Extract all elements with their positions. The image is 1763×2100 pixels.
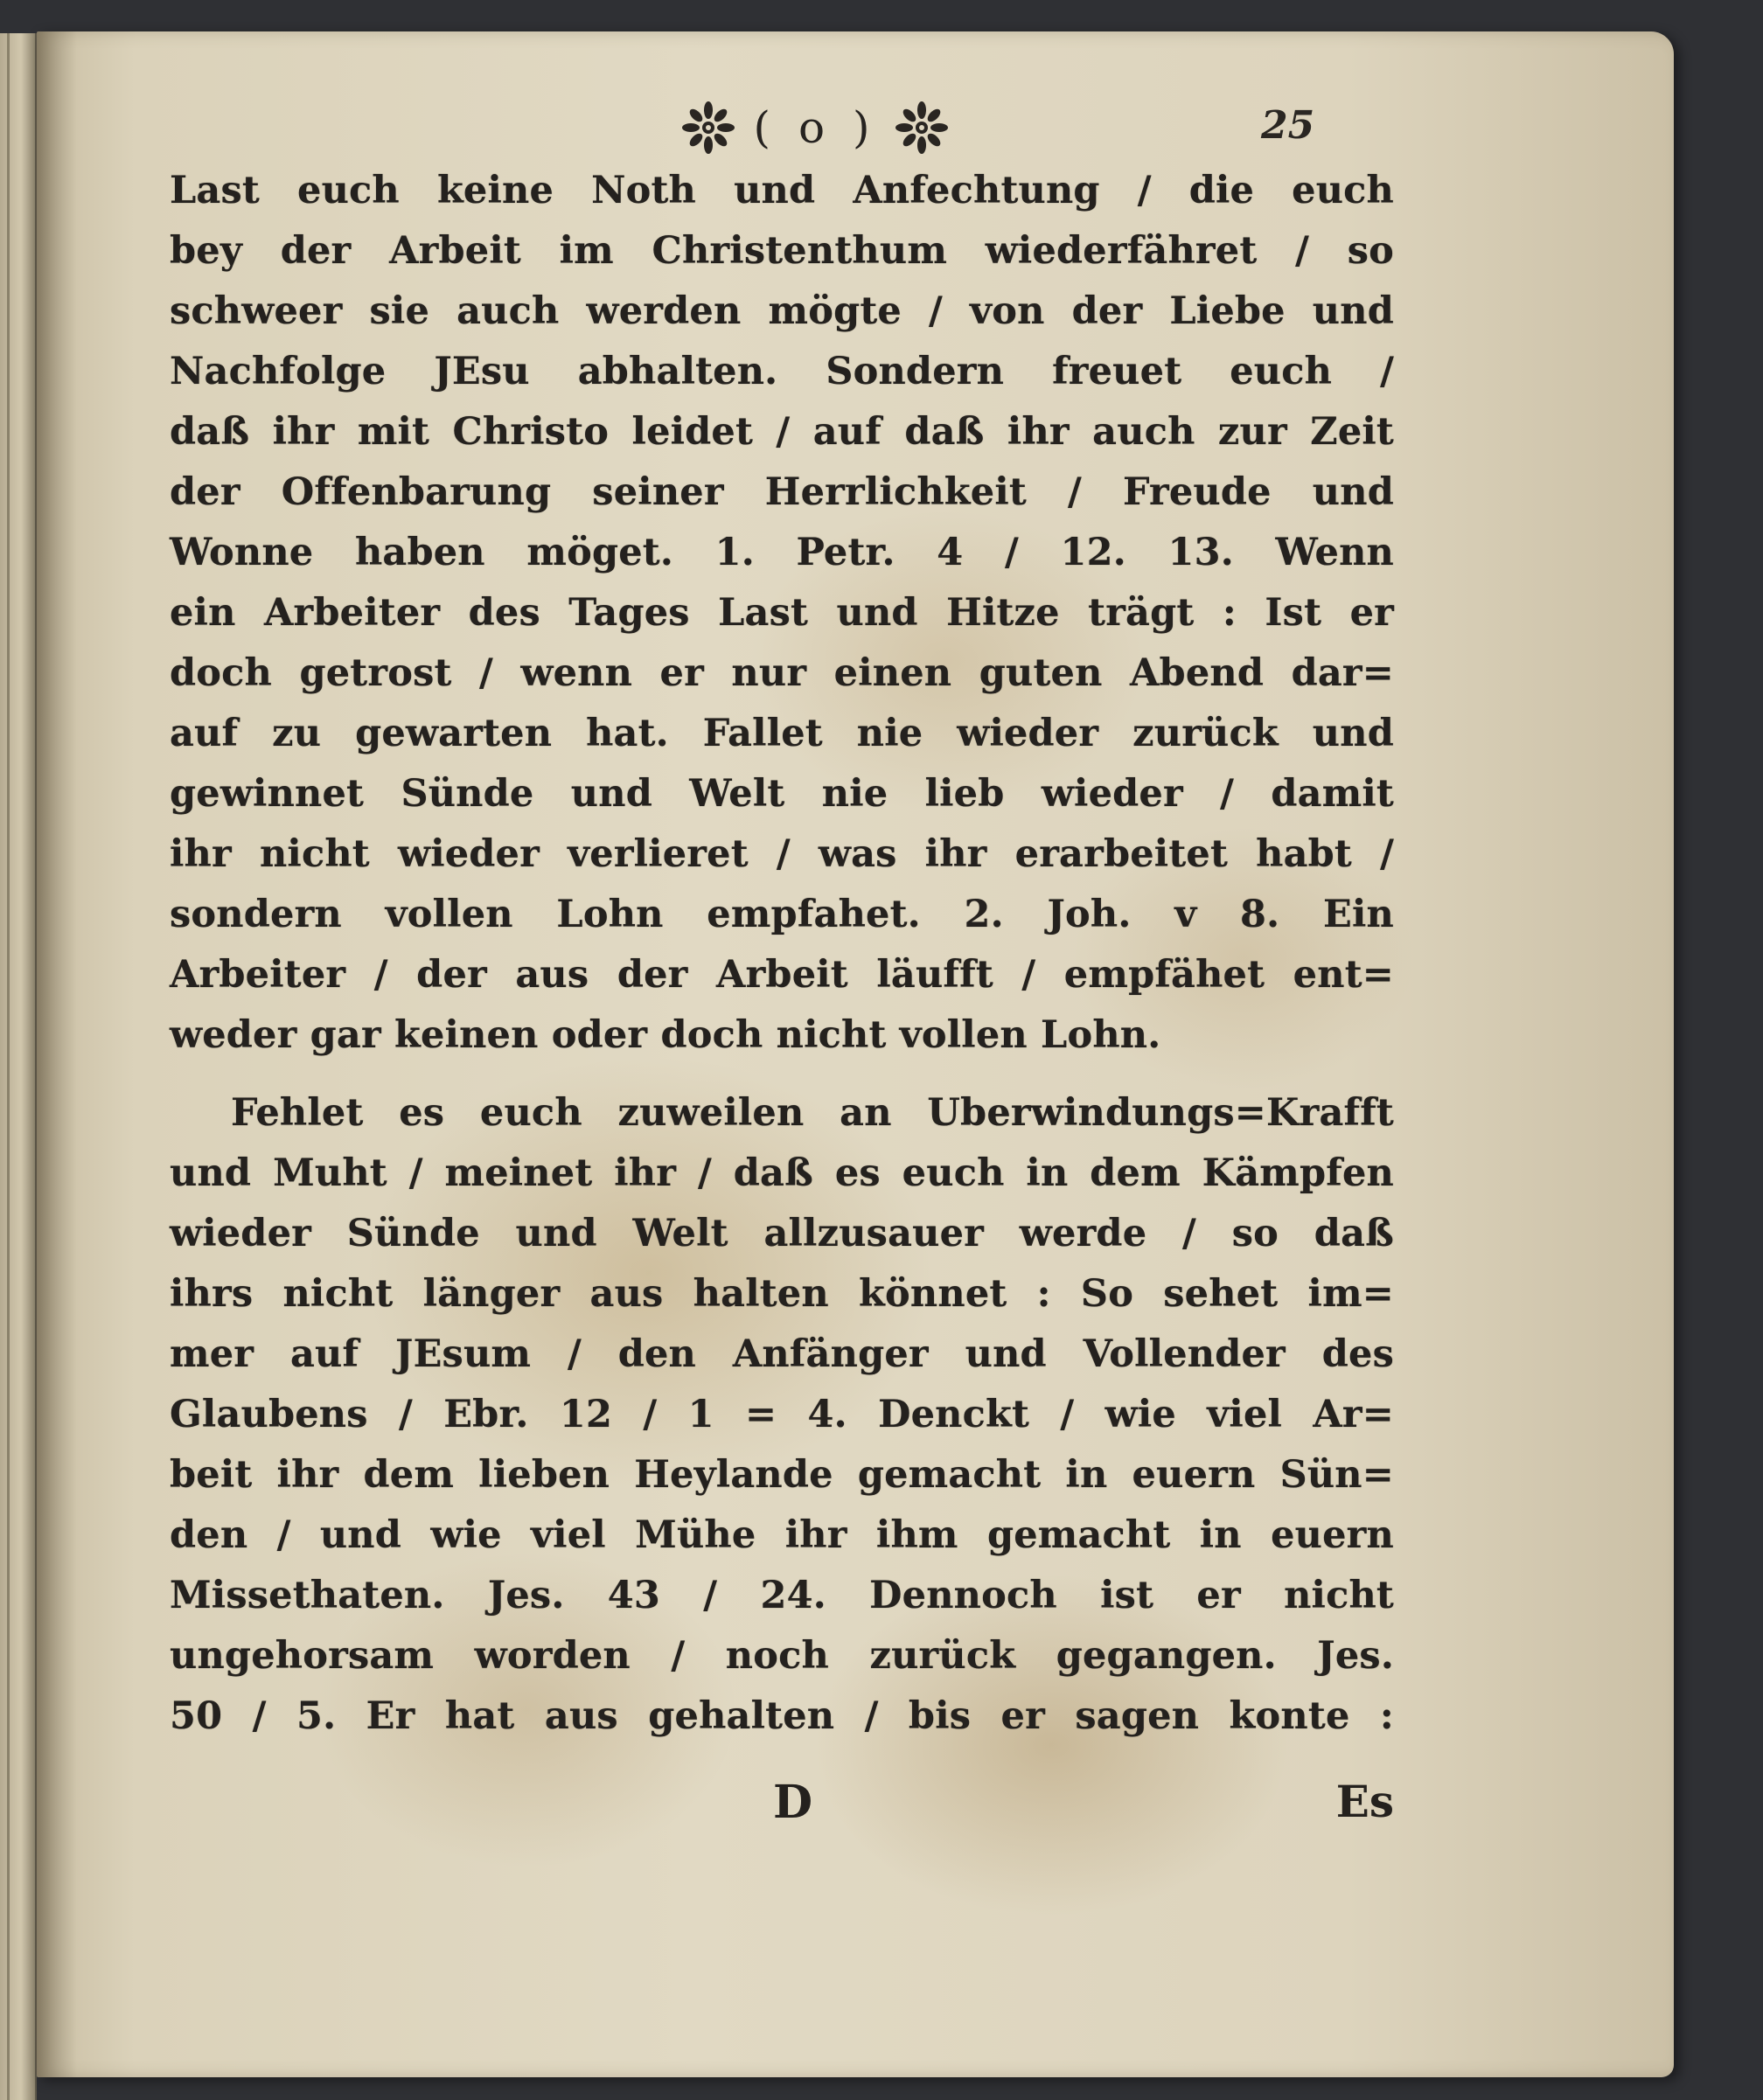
text-line: und Muht / meinet ihr / daß es euch in dem Kämpfen (170, 1151, 1394, 1195)
gutter-shadow (37, 31, 77, 2077)
text-line: gewinnet Sünde und Welt nie lieb wieder / damit (170, 772, 1394, 816)
header-ornament-group (649, 93, 981, 163)
text-line: mer auf JEsum / den Anfänger und Vollender des (170, 1332, 1394, 1376)
text-line: den / und wie viel Mühe ihr ihm gemacht in euern (170, 1513, 1394, 1557)
header-center-mark: ( o ) (753, 102, 877, 153)
text-line: Fehlet es euch zuweilen an Uberwindungs=Krafft (231, 1091, 1394, 1135)
text-line: ihr nicht wieder verlieret / was ihr erarbeitet habt / (170, 832, 1394, 876)
text-line: sondern vollen Lohn empfahet. 2. Joh. v 8. Ein (170, 893, 1394, 936)
facing-page-edge (0, 33, 37, 2100)
text-line: beit ihr dem lieben Heylande gemacht in euern Sün= (170, 1453, 1394, 1497)
page-number: 25 (1261, 103, 1315, 148)
catchword: Es (1335, 1776, 1394, 1827)
page-footer (170, 1776, 1394, 1846)
flower-ornament-left-icon (682, 101, 735, 154)
flower-ornament-right-icon (895, 101, 948, 154)
text-line: daß ihr mit Christo leidet / auf daß ihr auch zur Zeit (170, 410, 1394, 454)
paragraph (170, 161, 1394, 1066)
text-line: der Offenbarung seiner Herrlichkeit / Freude und (170, 470, 1394, 514)
text-line: doch getrost / wenn er nur einen guten Abend dar= (170, 651, 1394, 695)
text-line: Missethaten. Jes. 43 / 24. Dennoch ist er nicht (170, 1574, 1394, 1617)
text-line: weder gar keinen oder doch nicht vollen Lohn. (170, 1013, 1161, 1057)
text-line: ungehorsam worden / noch zurück gegangen. Jes. (170, 1634, 1394, 1678)
text-line: 50 / 5. Er hat aus gehalten / bis er sagen konte : (170, 1694, 1394, 1738)
text-line: Last euch keine Noth und Anfechtung / die euch (170, 169, 1394, 212)
text-line: wieder Sünde und Welt allzusauer werde / so daß (170, 1212, 1394, 1255)
text-line: Arbeiter / der aus der Arbeit läufft / empfähet ent= (170, 953, 1394, 997)
page-fold-line (7, 33, 10, 2100)
paragraph-gap (170, 1066, 1394, 1083)
text-line: ihrs nicht länger aus halten könnet : So sehet im= (170, 1272, 1394, 1316)
page-header (37, 93, 1674, 163)
signature-mark: D (773, 1776, 813, 1829)
text-line: Wonne haben möget. 1. Petr. 4 / 12. 13. Wenn (170, 531, 1394, 574)
text-line: bey der Arbeit im Christenthum wiederfähret / so (170, 229, 1394, 273)
text-line: Nachfolge JEsu abhalten. Sondern freuet euch / (170, 350, 1394, 393)
body-text (170, 161, 1394, 1747)
text-line: schweer sie auch werden mögte / von der Liebe und (170, 289, 1394, 333)
text-line: Glaubens / Ebr. 12 / 1 = 4. Denckt / wie viel Ar= (170, 1393, 1394, 1436)
text-line: auf zu gewarten hat. Fallet nie wieder zurück und (170, 712, 1394, 755)
text-line: ein Arbeiter des Tages Last und Hitze trägt : Ist er (170, 591, 1394, 635)
paragraph (170, 1083, 1394, 1747)
book-page (37, 31, 1674, 2077)
